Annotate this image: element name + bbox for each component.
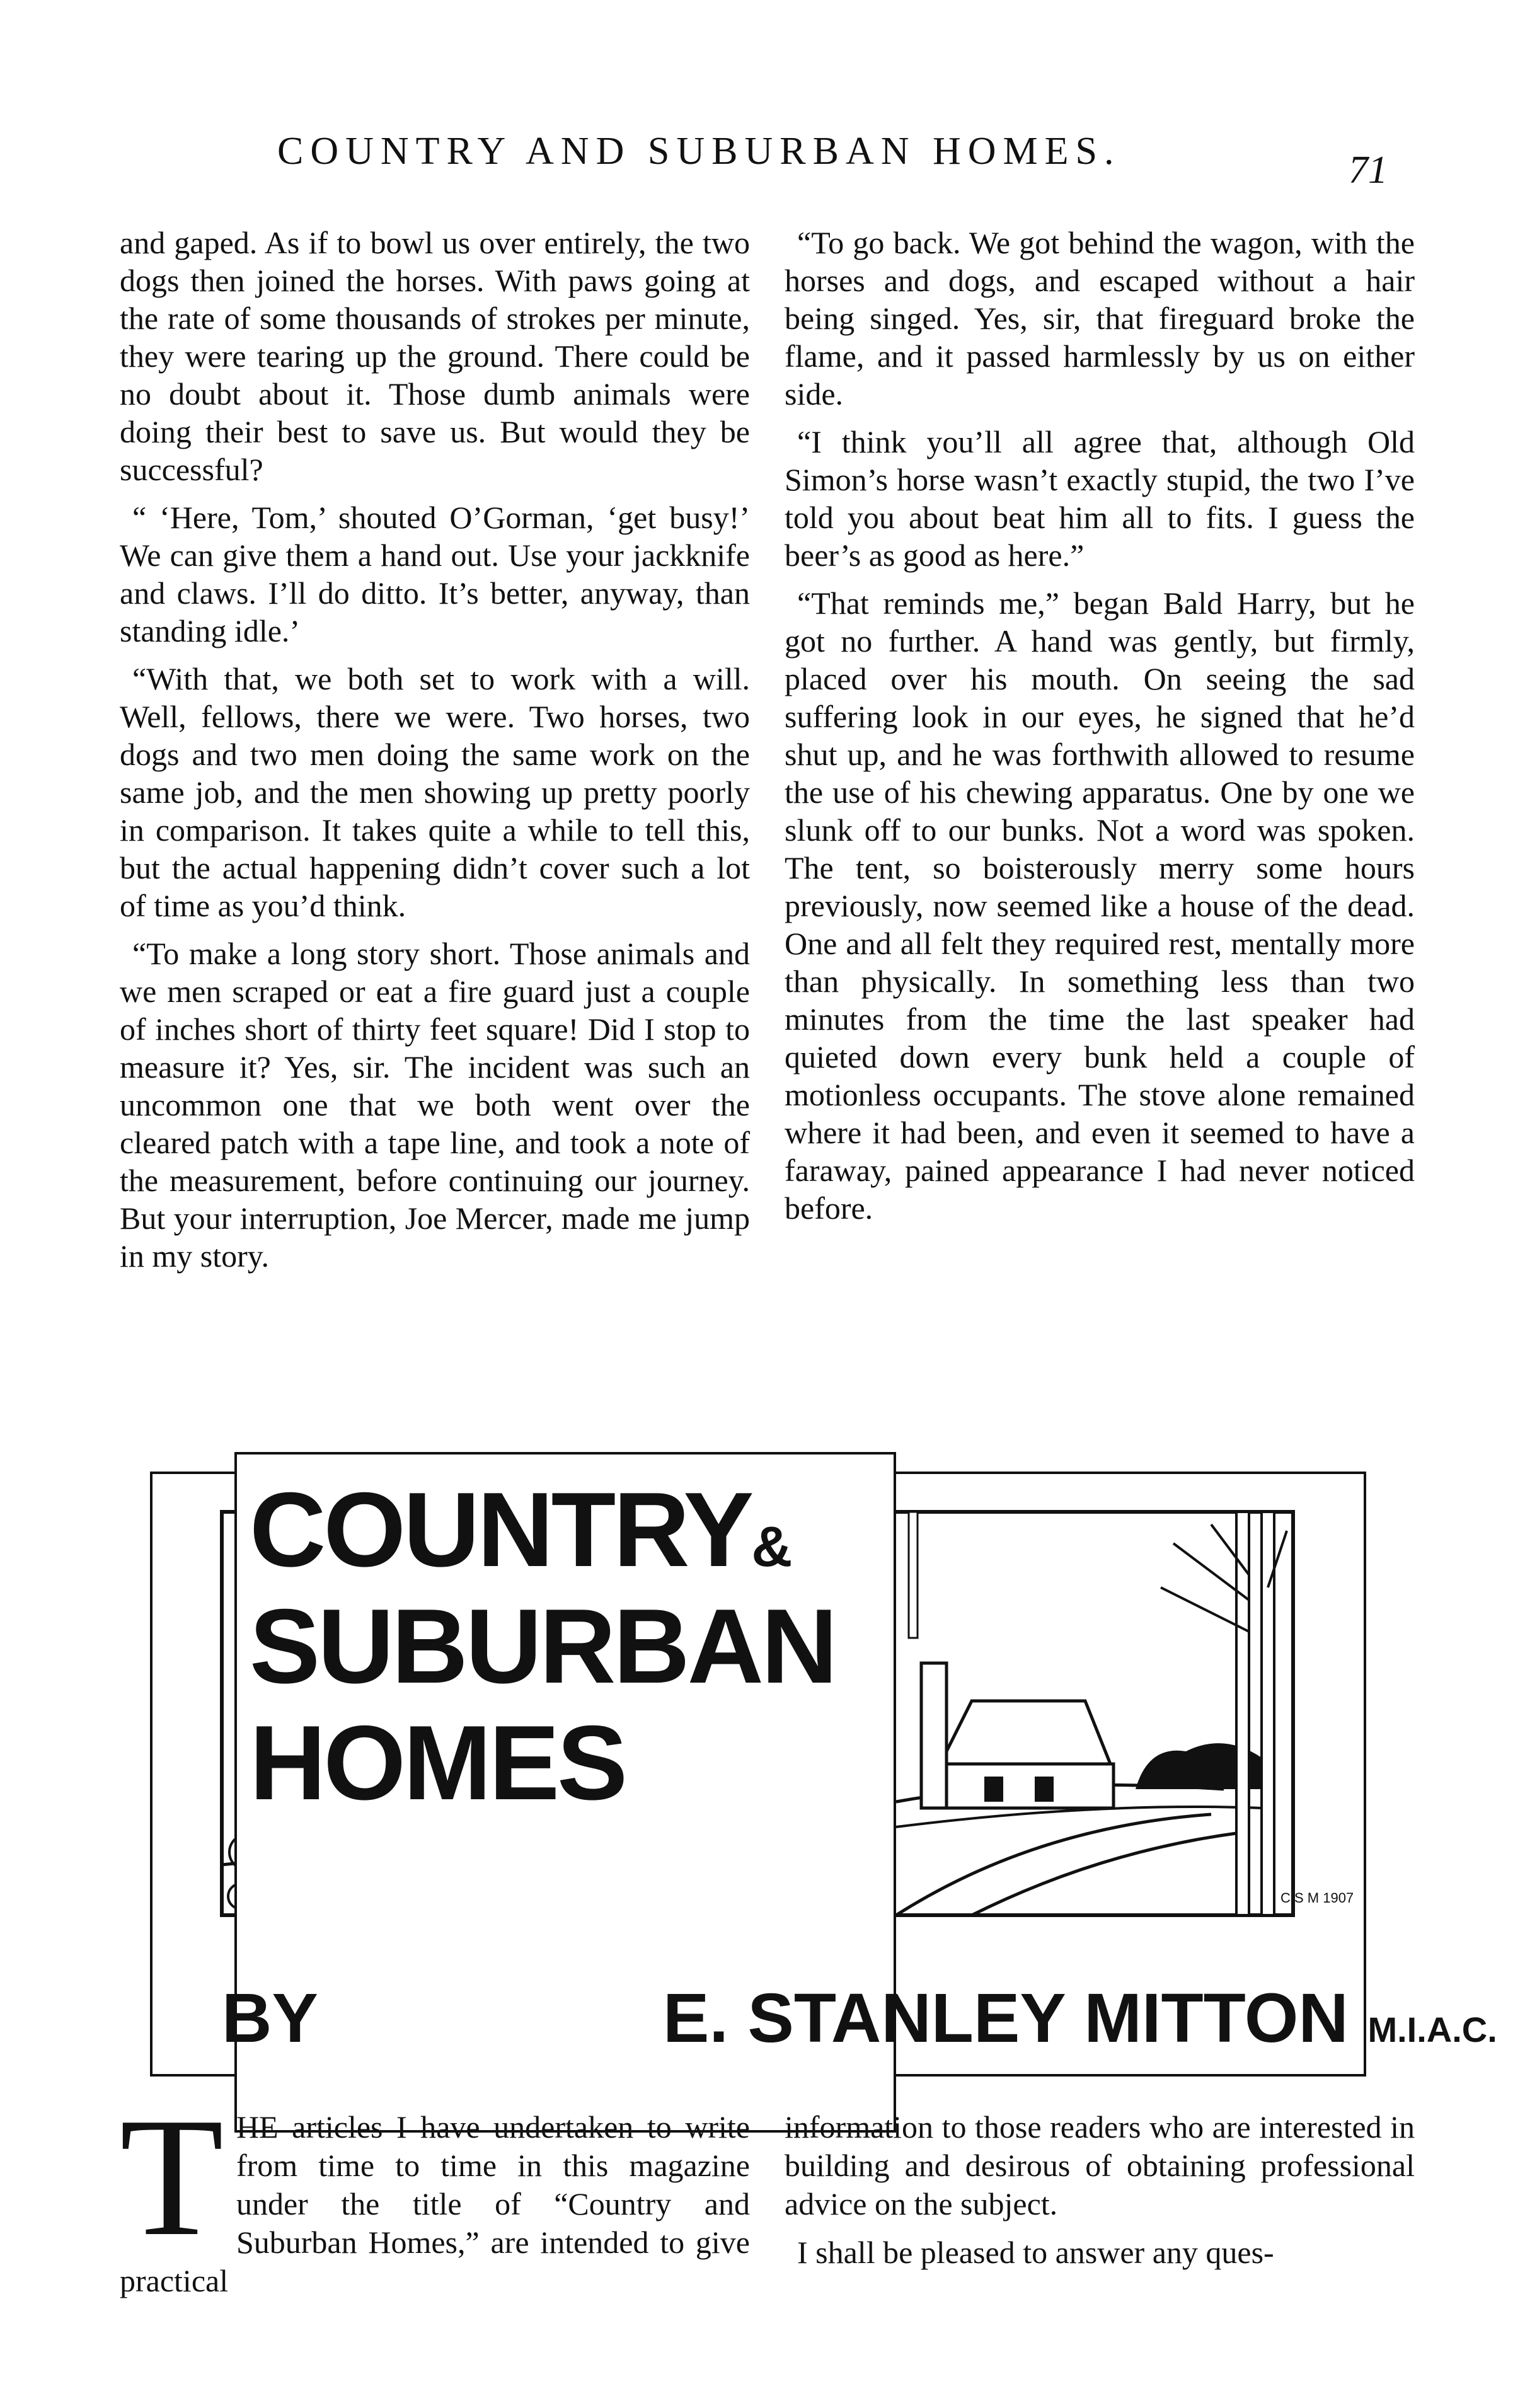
title-ampersand: &	[751, 1516, 790, 1579]
article-intro-left	[120, 2083, 750, 2300]
article-intro-right	[785, 2108, 1415, 2282]
paragraph: and gaped. As if to bowl us over entirely, the two dogs then joined the horses. With paws going at the rate of some thousands of strokes per minute, they were tearing up the ground. There could be no doubt about it. Those dumb animals were doing their best to save us. But would they be successful?	[120, 225, 750, 487]
left-column	[120, 224, 750, 1285]
paragraph: “I think you’ll all agree that, although Old Simon’s horse wasn’t exactly stupid, the two I’ve told you about beat him all to fits. I guess the beer’s as good as here.”	[785, 424, 1415, 573]
title-line-1: COUNTRY	[250, 1470, 752, 1589]
author-name: E. STANLEY MITTON	[663, 1979, 1349, 2057]
paragraph: information to those readers who are interested in building and desirous of obtaining professional advice on the subject.	[785, 2109, 1415, 2221]
drop-cap: T	[120, 2083, 224, 2271]
paragraph: “With that, we both set to work with a will. Well, fellows, there we were. Two horses, two dogs and two men doing the same work on the same job, and the men showing up pretty poorly in comparison. It takes quite a while to tell this, but the actual happening didn’t cover such a lot of time as you’d think.	[120, 661, 750, 923]
page-number: 71	[1349, 149, 1388, 192]
title-line-2: SUBURBAN	[250, 1587, 836, 1705]
paragraph: I shall be pleased to answer any ques-	[797, 2235, 1274, 2270]
title-line-3: HOMES	[250, 1703, 626, 1822]
byline-by: BY	[222, 1979, 318, 2057]
running-head: COUNTRY AND SUBURBAN HOMES.	[277, 130, 1121, 173]
byline-author	[663, 1978, 1497, 2058]
right-column	[785, 224, 1415, 1237]
artist-monogram: C S M 1907	[1280, 1890, 1354, 1906]
article-text: HE articles I have undertaken to write from time to time in this magazine under the title of “Country and Suburban Homes,” are intended to give practical	[120, 2109, 750, 2298]
author-credentials: M.I.A.C.	[1367, 2010, 1497, 2049]
article-header-illustration	[150, 1470, 1497, 2077]
paragraph: “To make a long story short. Those animals and we men scraped or eat a fire guard just a couple of inches short of thirty feet square! Did I stop to measure it? Yes, sir. The incident was such an uncommon one that we both went over the cleared patch with a tape line, and took a note of the measurement, before continuing our journey. But your interruption, Joe Mercer, made me jump in my story.	[120, 936, 750, 1274]
paragraph: “That reminds me,” began Bald Harry, but he got no further. A hand was gently, but firmly, placed over his mouth. On seeing the sad suffering look in our eyes, he signed that he’d shut up, and he was forthwith allowed to resume the use of his chewing apparatus. One by one we slunk off to our bunks. Not a word was spoken. The tent, so boisterously merry some hours previously, now seemed like a house of the dead. One and all felt they required rest, mentally more than physically. In something less than two minutes from the time the last speaker had quieted down every bunk held a couple of motionless occupants. The stove alone remained where it had been, and even it seemed to have a faraway, pained appearance I had never noticed before.	[785, 585, 1415, 1226]
paragraph: “To go back. We got behind the wagon, with the horses and dogs, and escaped without a hair being singed. Yes, sir, that fireguard broke the flame, and it passed harmlessly by us on either side.	[785, 225, 1415, 412]
paragraph: “ ‘Here, Tom,’ shouted O’Gorman, ‘get busy!’ We can give them a hand out. Use your jackknife and claws. I’ll do ditto. It’s better, anyway, than standing idle.’	[120, 500, 750, 648]
